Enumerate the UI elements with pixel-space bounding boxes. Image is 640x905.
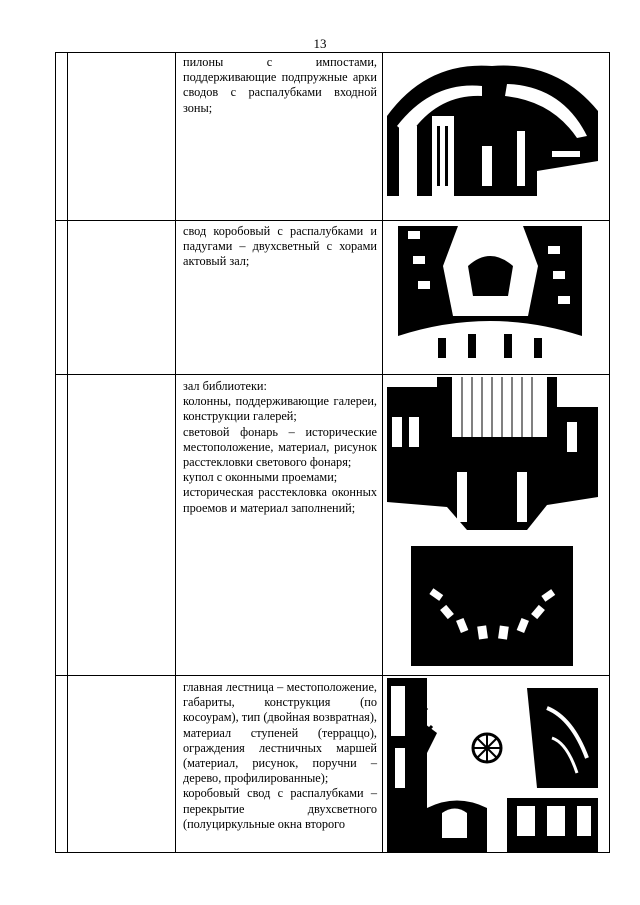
description-paragraph: главная лестница – местоположение, габариты, конструкция (по косоурам), тип (двойная возвратная), материал ступеней (терраццо), ограждения лестничных маршей (материал, рисунок, поручни – дерево, профилированные); <box>183 680 377 786</box>
photo-library-hall <box>387 377 598 530</box>
row-divider <box>55 374 610 375</box>
column-divider <box>609 52 610 853</box>
table-row-2-description <box>183 224 377 270</box>
column-divider <box>382 52 383 853</box>
row-divider <box>55 220 610 221</box>
description-paragraph: коробовый свод с распалубками – перекрытие двухсветного (полуциркульные окна второго <box>183 786 377 831</box>
photo-assembly-hall-vault <box>398 226 582 364</box>
row-divider <box>55 675 610 676</box>
description-paragraph: колонны, поддерживающие галереи, конструкции галерей; <box>183 394 377 424</box>
photo-main-staircase-vault <box>387 678 598 852</box>
table-rule <box>55 852 610 853</box>
table-rule <box>55 52 610 53</box>
column-divider <box>55 52 56 853</box>
column-divider <box>175 52 176 853</box>
description-paragraph: историческая расстекловка оконных проемов и материал заполнений; <box>183 485 377 515</box>
description-paragraph: пилоны с импостами, поддерживающие подпружные арки сводов с распалубками входной зоны; <box>183 55 377 115</box>
table-row-1-description <box>183 55 377 116</box>
photo-dome-windows <box>411 546 573 666</box>
description-paragraph: световой фонарь – исторические местоположение, материал, рисунок расстекловки светового фонаря; <box>183 424 377 470</box>
photo-entrance-pylons-arches <box>387 56 598 207</box>
description-paragraph: купол с оконными проемами; <box>183 470 338 485</box>
table-row-3-description <box>183 379 377 516</box>
column-divider <box>67 52 68 853</box>
table-row-4-description <box>183 680 377 832</box>
page-number: 13 <box>313 36 327 51</box>
description-paragraph: зал библиотеки: <box>183 379 267 393</box>
description-paragraph: свод коробовый с распалубками и падугами – двухсветный с хорами актовый зал; <box>183 224 377 269</box>
